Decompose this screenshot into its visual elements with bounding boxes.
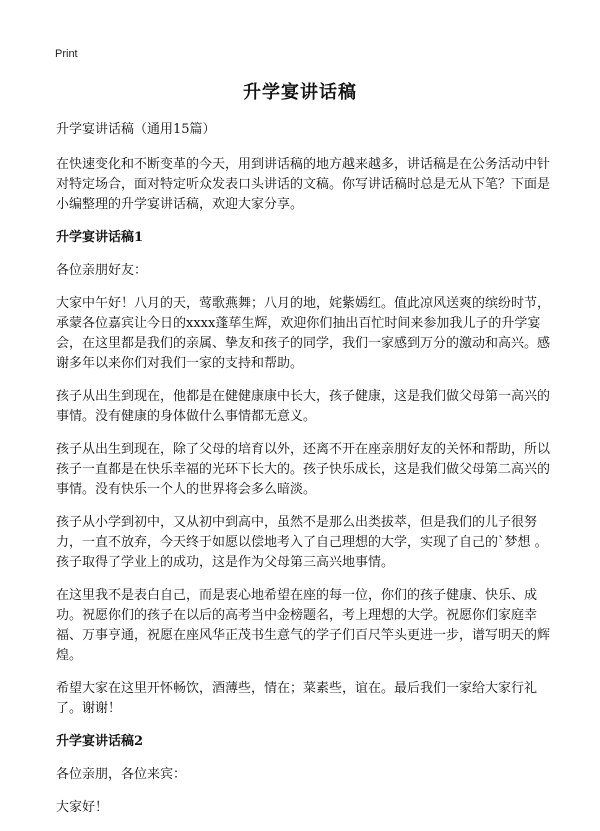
section-heading-1: 升学宴讲话稿1 — [56, 230, 144, 245]
print-link[interactable]: Print — [55, 48, 78, 60]
section-1-paragraph: 在这里我不是表白自己，而是衷心地希望在座的每一位，你们的孩子健康、快乐、成功。祝愿你们的孩子在以后的高考当中金榜题名，考上理想的大学。祝愿你们家庭幸福、万事亨通，祝愿在座风华正茂书生意气的学子们百尺竿头更进一步，谱写明天的辉煌。 — [56, 588, 551, 663]
section-1-paragraph: 孩子从小学到初中，又从初中到高中，虽然不是那么出类拔萃，但是我们的儿子很努力，一直不放弃，今天终于如愿以偿地考入了自己理想的大学，实现了自己的`梦想 。孩子取得了学业上的成功，这是作为父母第三高兴地事情。 — [56, 515, 548, 570]
section-2-greeting: 各位亲朋，各位来宾： — [56, 767, 187, 782]
section-1-paragraph: 孩子从出生到现在，除了父母的培育以外，还离不开在座亲朋好友的关怀和帮助，所以孩子一直都是在快乐幸福的光环下长大的。孩子快乐成长，这是我们做父母第二高兴的事情。没有快乐一个人的世界将会多么暗淡。 — [56, 442, 551, 497]
section-1-paragraph: 大家中午好！八月的天，莺歌燕舞；八月的地，姹紫嫣红。值此凉风送爽的缤纷时节，承蒙各位嘉宾让今日的xxxx蓬荜生辉，欢迎你们抽出百忙时间来参加我儿子的升学宴会，在这里都是我们的亲属、挚友和孩子的同学，我们一家感到万分的激动和高兴。感谢多年以来你们对我们一家的支持和帮助。 — [56, 296, 551, 371]
section-heading-2: 升学宴讲话稿2 — [56, 734, 144, 749]
article-subtitle: 升学宴讲话稿（通用15篇） — [56, 122, 216, 137]
section-1-greeting: 各位亲朋好友： — [56, 263, 148, 278]
section-1-paragraph: 孩子从出生到现在，他都是在健健康康中长大，孩子健康，这是我们做父母第一高兴的事情。没有健康的身体做什么事情都无意义。 — [56, 389, 551, 424]
section-1-paragraph: 希望大家在这里开怀畅饮，酒薄些，情在；菜素些，谊在。最后我们一家给大家行礼了。谢谢！ — [56, 681, 538, 716]
page-title: 升学宴讲话稿 — [243, 82, 357, 103]
intro-paragraph: 在快速变化和不断变革的今天，用到讲话稿的地方越来越多，讲话稿是在公务活动中针对特定场合，面对特定听众发表口头讲话的文稿。你写讲话稿时总是无从下笔？下面是小编整理的升学宴讲话稿，欢迎大家分享。 — [56, 157, 551, 212]
section-2-opening: 大家好！ — [56, 800, 109, 815]
article-body — [56, 120, 556, 831]
